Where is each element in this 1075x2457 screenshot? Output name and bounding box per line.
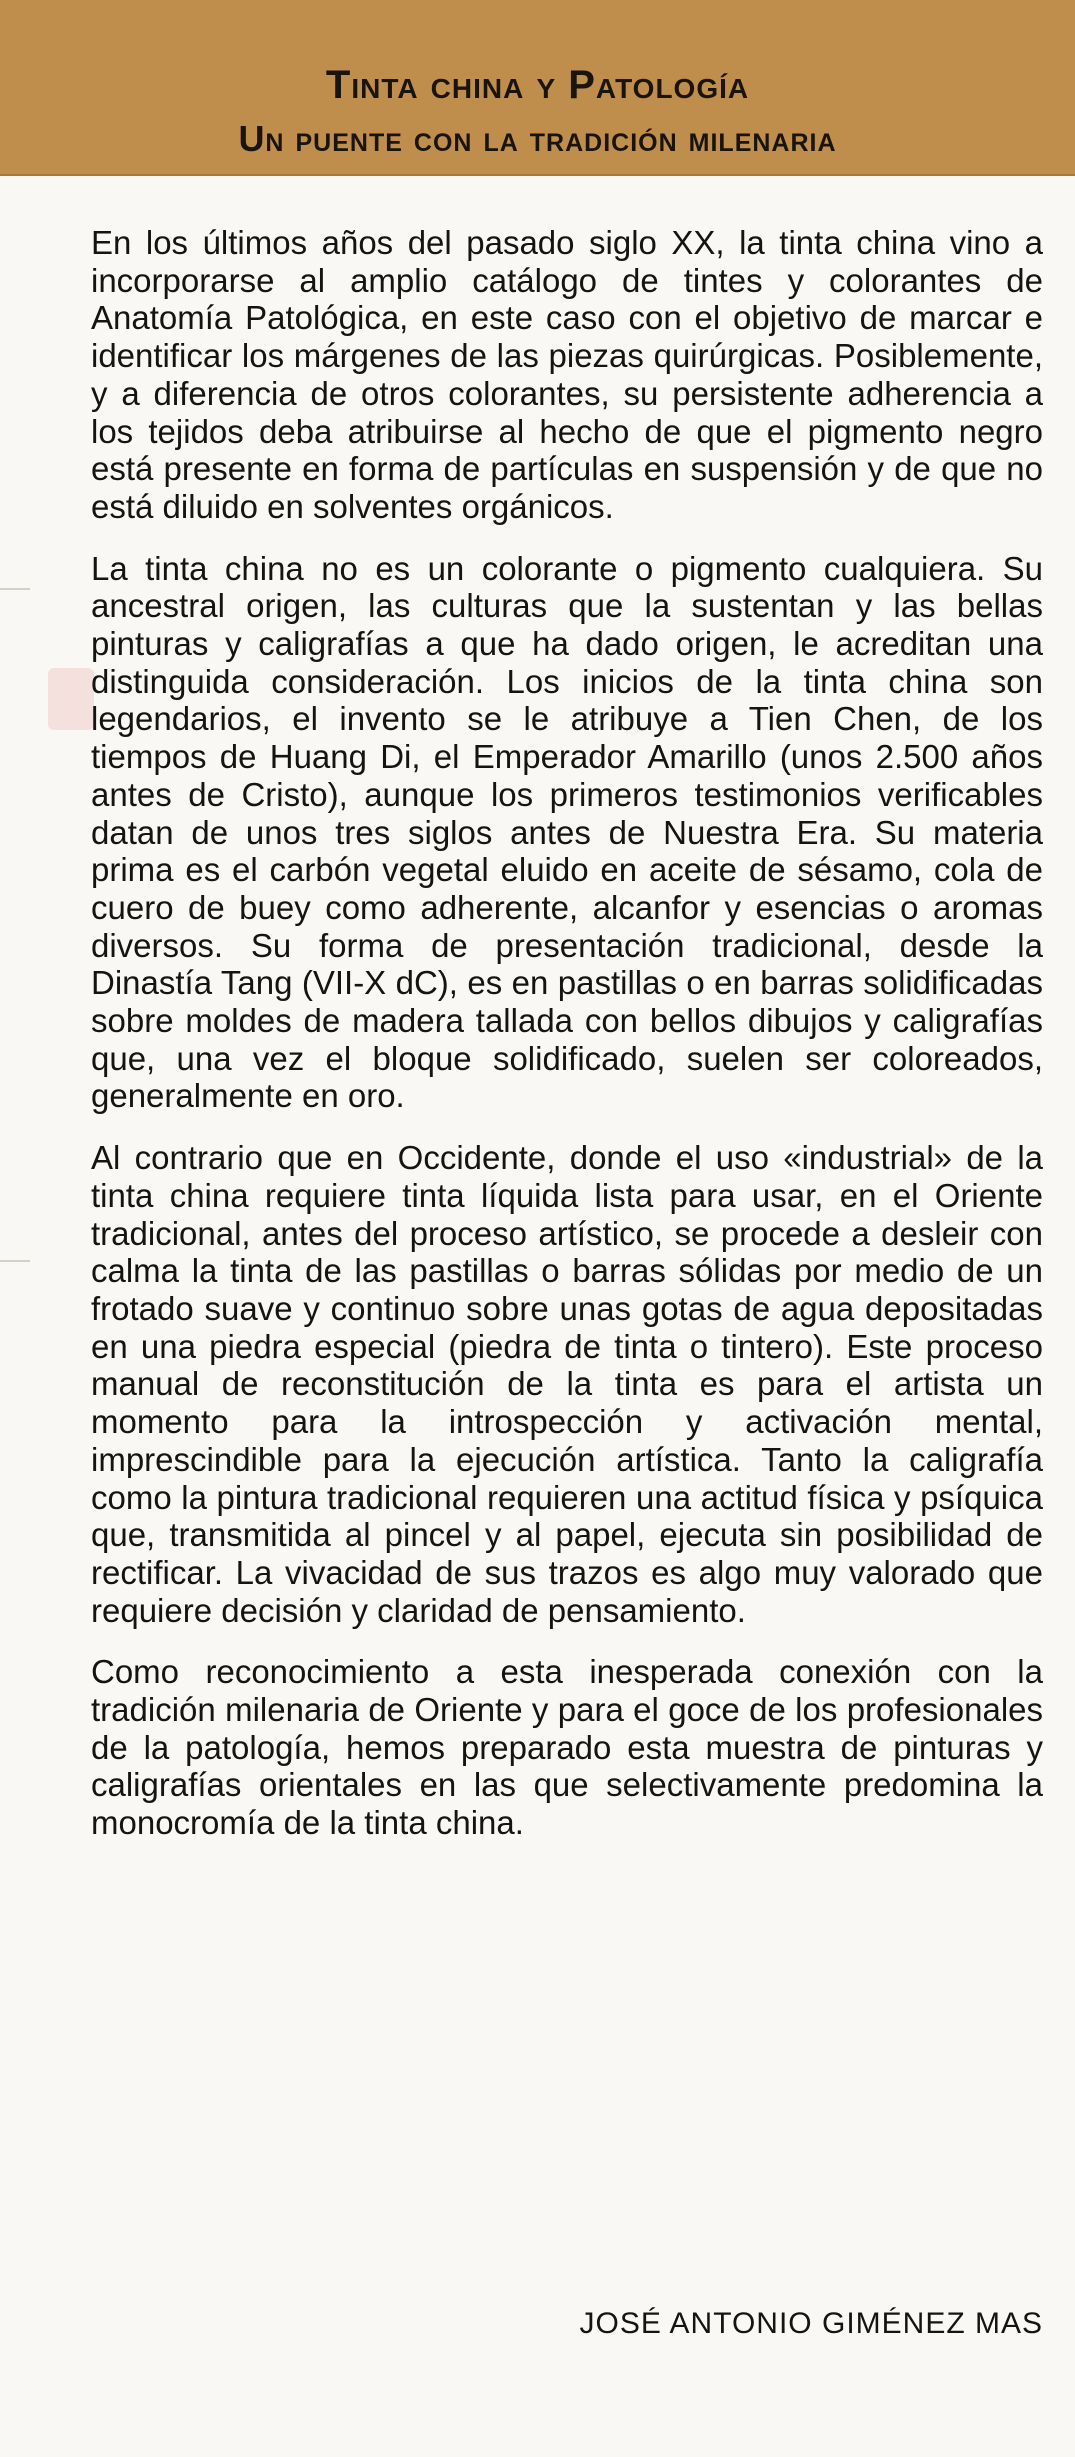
margin-tick bbox=[0, 1260, 30, 1262]
page-title: Tinta china y Patología bbox=[325, 63, 750, 107]
paragraph: Al contrario que en Occidente, donde el uso «industrial» de la tinta china requiere tinta líquida lista para usar, en el Oriente tradicional, antes del proceso artístico, se procede a desleir con calma la tinta de las pastillas o barras sólidas por medio de un frotado suave y continuo sobre unas gotas de agua depositadas en una piedra especial (piedra de tinta o tintero). Este proceso manual de reconstitución de la tinta es para el artista un momento para la introspección y activación mental, imprescindible para la ejecución artística. Tanto la caligrafía como la pintura tradicional requieren una actitud física y psíquica que, transmitida al pincel y al papel, ejecuta sin posibilidad de rectificar. La vivacidad de sus trazos es algo muy valorado que requiere decisión y claridad de pensamiento. bbox=[91, 1139, 1043, 1629]
margin-tick bbox=[0, 588, 30, 590]
page-subtitle: Un puente con la tradición milenaria bbox=[238, 118, 837, 159]
author-signature: JOSÉ ANTONIO GIMÉNEZ MAS bbox=[579, 2307, 1043, 2340]
header-band bbox=[0, 0, 1075, 176]
article-body bbox=[91, 224, 1043, 1866]
pink-stain-mark bbox=[48, 668, 94, 730]
paragraph: La tinta china no es un colorante o pigmento cualquiera. Su ancestral origen, las culturas que la sustentan y las bellas pinturas y caligrafías a que ha dado origen, le acreditan una distinguida consideración. Los inicios de la tinta china son legendarios, el invento se le atribuye a Tien Chen, de los tiempos de Huang Di, el Emperador Amarillo (unos 2.500 años antes de Cristo), aunque los primeros testimonios verificables datan de unos tres siglos antes de Nuestra Era. Su materia prima es el carbón vegetal eluido en aceite de sésamo, cola de cuero de buey como adherente, alcanfor y esencias o aromas diversos. Su forma de presentación tradicional, desde la Dinastía Tang (VII-X dC), es en pastillas o en barras solidificadas sobre moldes de madera tallada con bellos dibujos y caligrafías que, una vez el bloque solidificado, suelen ser coloreados, generalmente en oro. bbox=[91, 549, 1043, 1115]
paragraph: En los últimos años del pasado siglo XX, la tinta china vino a incorporarse al amplio catálogo de tintes y colorantes de Anatomía Patológica, en este caso con el objetivo de marcar e identificar los márgenes de las piezas quirúrgicas. Posiblemente, y a diferencia de otros colorantes, su persistente adherencia a los tejidos deba atribuirse al hecho de que el pigmento negro está presente en forma de partículas en suspensión y de que no está diluido en solventes orgánicos. bbox=[91, 224, 1043, 525]
paragraph: Como reconocimiento a esta inesperada conexión con la tradición milenaria de Oriente y para el goce de los profesionales de la patología, hemos preparado esta muestra de pinturas y caligrafías orientales en las que selectivamente predomina la monocromía de la tinta china. bbox=[91, 1653, 1043, 1842]
